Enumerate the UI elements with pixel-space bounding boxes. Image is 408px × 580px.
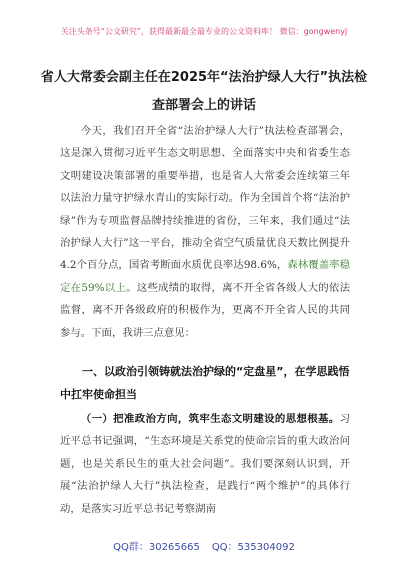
subsection-text: 习近平总书记强调，“生态环境是关系党的使命宗旨的重大政治问题，也是关系民生的重大社会问题”。我们要深刻认识到，开展“法治护绿人大行”执法检查，是践行“两个维护”的具体行动，是落实习近平总书记考察湖南	[60, 413, 350, 515]
footer-contact	[0, 538, 408, 553]
document-title: 省人大常委会副主任在2025年“法治护绿人大行”执法检查部署会上的讲话	[40, 70, 368, 113]
paragraph-intro	[60, 120, 350, 344]
header-banner: 关注头条号“公文研究”，获得最新最全最专业的公文资料库！ 微信：gongwenyj	[60, 27, 348, 36]
footer-qq-group: QQ群：30265665	[113, 542, 200, 553]
paragraph-intro-text-a: 今天，我们召开全省“法治护绿人大行”执法检查部署会，这是深入贯彻习近平生态文明思想、全面落实中央和省委生态文明建设决策部署的重要举措，也是省人大常委会连续第三年以法治力量守护绿水青山的实际行动。作为全国首个将“法治护绿”作为专项监督品牌持续推进的省份，三年来，我们通过“法治护绿人大行”这一平台，推动全省空气质量优良天数比例提升4.2个百分点，国省考断面水质优良率达98.6%，	[60, 125, 350, 272]
paragraph-intro-highlight: 森林覆盖率稳定在59%以上	[60, 259, 350, 294]
subsection-heading: （一）把准政治方向，筑牢生态文明建设的思想根基。	[80, 413, 340, 425]
paragraph-intro-text-b: 。这些成绩的取得，离不开全省各级人大的依法监督，离不开各级政府的积极作为，更离不开全省人民的共同参与。下面，我讲三点意见：	[60, 281, 350, 339]
footer-qq: QQ：535304092	[211, 542, 295, 553]
section-heading-1: 一、以政治引领铸就法治护绿的“定盘星”，在学思践悟中扛牢使命担当	[60, 365, 350, 401]
paragraph-section1-sub1	[60, 408, 350, 520]
